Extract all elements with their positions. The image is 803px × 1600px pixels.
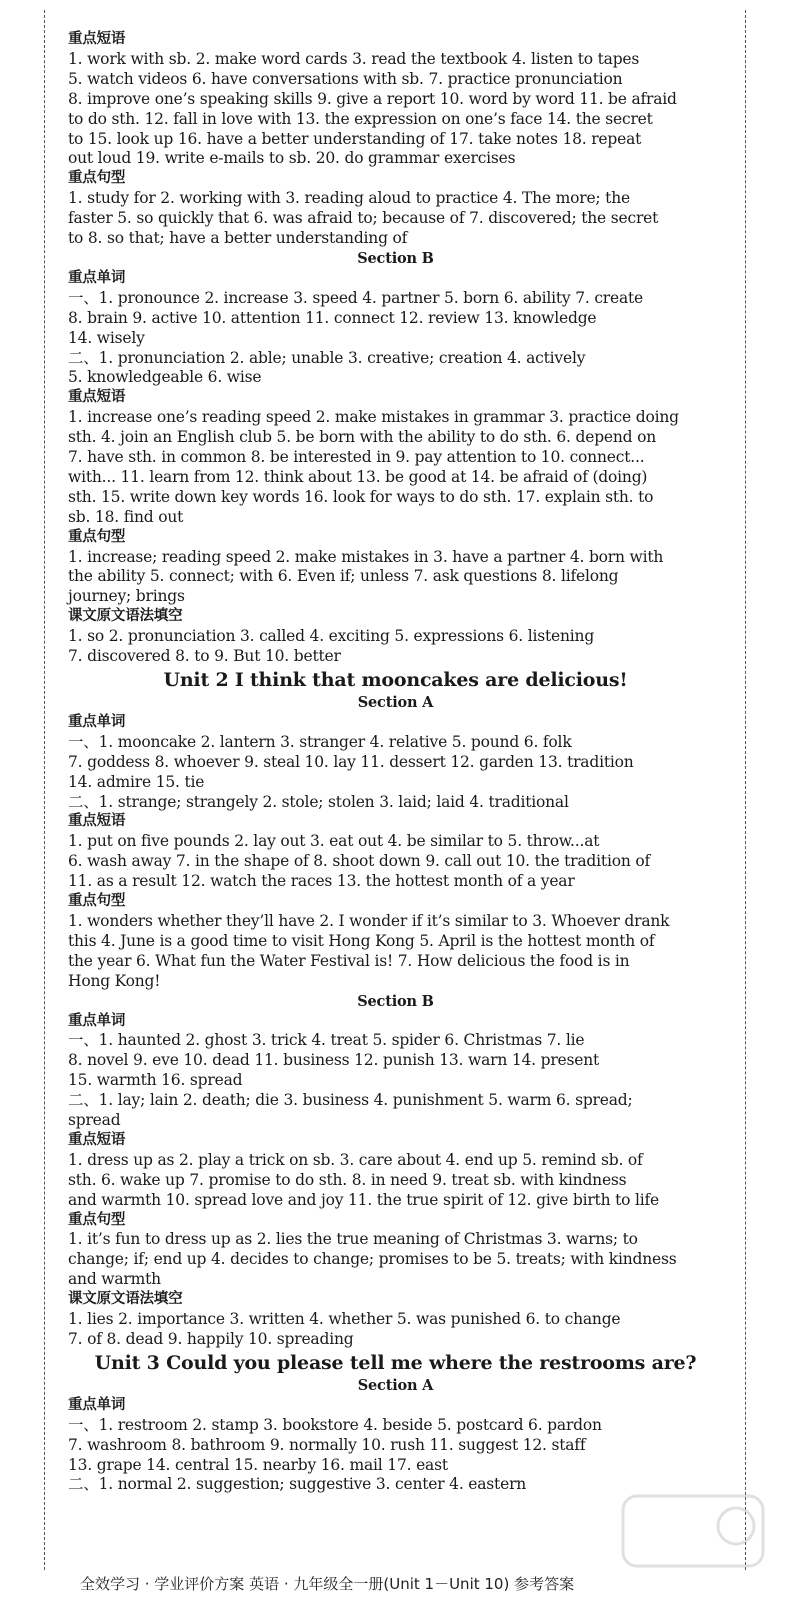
unit-title: Unit 3 Could you please tell me where the restrooms are?: [94, 1351, 697, 1374]
answer-key-content: [68, 30, 723, 1495]
answer-line: and warmth: [68, 1270, 161, 1289]
answer-line: 8. novel 9. eve 10. dead 11. business 12. punish 13. warn 14. present: [68, 1051, 600, 1070]
answer-line: 15. warmth 16. spread: [68, 1071, 243, 1090]
section-title: Section B: [357, 249, 434, 267]
answer-line: the year 6. What fun the Water Festival is! 7. How delicious the food is in: [68, 951, 630, 970]
answer-line: 14. admire 15. tie: [68, 772, 205, 791]
answer-line: 一、1. restroom 2. stamp 3. bookstore 4. beside 5. postcard 6. pardon: [68, 1415, 602, 1434]
answer-line: sth. 15. write down key words 16. look for ways to do sth. 17. explain sth. to: [68, 487, 654, 506]
section-heading: 重点句型: [68, 170, 126, 187]
answer-line: 1. lies 2. importance 3. written 4. whether 5. was punished 6. to change: [68, 1310, 621, 1329]
answer-line: 1. work with sb. 2. make word cards 3. read the textbook 4. listen to tapes: [68, 49, 640, 68]
answer-line: 13. grape 14. central 15. nearby 16. mail 17. east: [68, 1455, 448, 1474]
answer-line: 5. knowledgeable 6. wise: [68, 368, 262, 387]
section-heading: 重点单词: [68, 713, 126, 730]
answer-line: out loud 19. write e-mails to sb. 20. do grammar exercises: [68, 149, 516, 168]
answer-line: 二、1. normal 2. suggestion; suggestive 3. center 4. eastern: [68, 1475, 527, 1494]
answer-line: 5. watch videos 6. have conversations with sb. 7. practice pronunciation: [68, 69, 623, 88]
answer-line: 一、1. mooncake 2. lantern 3. stranger 4. relative 5. pound 6. folk: [68, 732, 572, 751]
section-heading: 重点单词: [68, 1396, 126, 1413]
answer-line: this 4. June is a good time to visit Hong Kong 5. April is the hottest month of: [68, 931, 655, 950]
answer-line: sth. 6. wake up 7. promise to do sth. 8. in need 9. treat sb. with kindness: [68, 1170, 627, 1189]
answer-line: sth. 4. join an English club 5. be born with the ability to do sth. 6. depend on: [68, 428, 657, 447]
answer-line: 14. wisely: [68, 328, 145, 347]
answer-line: 二、1. lay; lain 2. death; die 3. business 4. punishment 5. warm 6. spread;: [68, 1091, 633, 1110]
section-heading: 重点句型: [68, 1211, 126, 1228]
answer-line: to 8. so that; have a better understanding of: [68, 229, 408, 248]
answer-line: 一、1. haunted 2. ghost 3. trick 4. treat 5. spider 6. Christmas 7. lie: [68, 1031, 585, 1050]
answer-line: 7. have sth. in common 8. be interested in 9. pay attention to 10. connect...: [68, 448, 645, 467]
answer-line: with... 11. learn from 12. think about 13. be good at 14. be afraid of (doing): [68, 467, 648, 486]
answer-line: 7. washroom 8. bathroom 9. normally 10. rush 11. suggest 12. staff: [68, 1435, 586, 1454]
answer-line: 1. study for 2. working with 3. reading aloud to practice 4. The more; the: [68, 189, 630, 208]
answer-line: 7. goddess 8. whoever 9. steal 10. lay 11. dessert 12. garden 13. tradition: [68, 752, 634, 771]
section-title: Section A: [357, 1376, 434, 1394]
unit-title: Unit 2 I think that mooncakes are delicious!: [163, 669, 628, 691]
answer-line: 1. put on five pounds 2. lay out 3. eat out 4. be similar to 5. throw...at: [68, 832, 600, 851]
watermark-logo: [618, 1488, 768, 1578]
binding-line-left: [44, 10, 45, 1570]
answer-line: 11. as a result 12. watch the races 13. the hottest month of a year: [68, 872, 575, 891]
section-heading: 重点句型: [68, 528, 126, 545]
answer-line: 1. increase; reading speed 2. make mistakes in 3. have a partner 4. born with: [68, 547, 664, 566]
answer-line: Hong Kong!: [68, 971, 161, 990]
section-heading: 重点短语: [68, 389, 126, 406]
section-heading: 重点短语: [68, 813, 126, 830]
answer-line: journey; brings: [68, 587, 185, 606]
answer-line: 二、1. strange; strangely 2. stole; stolen 3. laid; laid 4. traditional: [68, 792, 569, 811]
answer-line: 1. wonders whether they’ll have 2. I wonder if it’s similar to 3. Whoever drank: [68, 911, 670, 930]
answer-line: 8. brain 9. active 10. attention 11. connect 12. review 13. knowledge: [68, 308, 597, 327]
answer-line: faster 5. so quickly that 6. was afraid to; because of 7. discovered; the secret: [68, 209, 659, 228]
binding-line-right: [745, 10, 746, 1570]
answer-line: the ability 5. connect; with 6. Even if; unless 7. ask questions 8. lifelong: [68, 567, 619, 586]
answer-line: to do sth. 12. fall in love with 13. the expression on one’s face 14. the secret: [68, 109, 653, 128]
section-title: Section B: [357, 992, 434, 1010]
section-title: Section A: [357, 694, 434, 711]
answer-line: 1. it’s fun to dress up as 2. lies the true meaning of Christmas 3. warns; to: [68, 1230, 638, 1249]
section-heading: 重点句型: [68, 893, 126, 910]
answer-line: and warmth 10. spread love and joy 11. the true spirit of 12. give birth to life: [68, 1190, 660, 1209]
answer-line: 7. discovered 8. to 9. But 10. better: [68, 647, 341, 666]
answer-line: 7. of 8. dead 9. happily 10. spreading: [68, 1330, 354, 1348]
answer-line: 1. dress up as 2. play a trick on sb. 3. care about 4. end up 5. remind sb. of: [68, 1150, 643, 1169]
answer-line: 1. so 2. pronunciation 3. called 4. exciting 5. expressions 6. listening: [68, 627, 595, 646]
section-heading: 课文原文语法填空: [68, 608, 183, 625]
answer-line: change; if; end up 4. decides to change; promises to be 5. treats; with kindness: [68, 1250, 677, 1269]
answer-line: 一、1. pronounce 2. increase 3. speed 4. partner 5. born 6. ability 7. create: [68, 288, 644, 307]
section-heading: 课文原文语法填空: [68, 1291, 183, 1308]
answer-line: sb. 18. find out: [68, 507, 184, 526]
section-heading: 重点短语: [68, 31, 126, 47]
answer-line: 8. improve one’s speaking skills 9. give a report 10. word by word 11. be afraid: [68, 89, 677, 108]
answer-line: 6. wash away 7. in the shape of 8. shoot down 9. call out 10. the tradition of: [68, 852, 651, 871]
answer-line: spread: [68, 1111, 121, 1130]
section-heading: 重点短语: [68, 1131, 126, 1148]
answer-line: 1. increase one’s reading speed 2. make mistakes in grammar 3. practice doing: [68, 408, 679, 427]
answer-line: 二、1. pronunciation 2. able; unable 3. creative; creation 4. actively: [68, 348, 586, 367]
section-heading: 重点单词: [68, 1012, 126, 1029]
answer-line: to 15. look up 16. have a better understanding of 17. take notes 18. repeat: [68, 129, 642, 148]
section-heading: 重点单词: [68, 269, 126, 286]
page-footer: 全效学习 · 学业评价方案 英语 · 九年级全一册(Unit 1－Unit 10) 参考答案: [80, 1575, 575, 1593]
